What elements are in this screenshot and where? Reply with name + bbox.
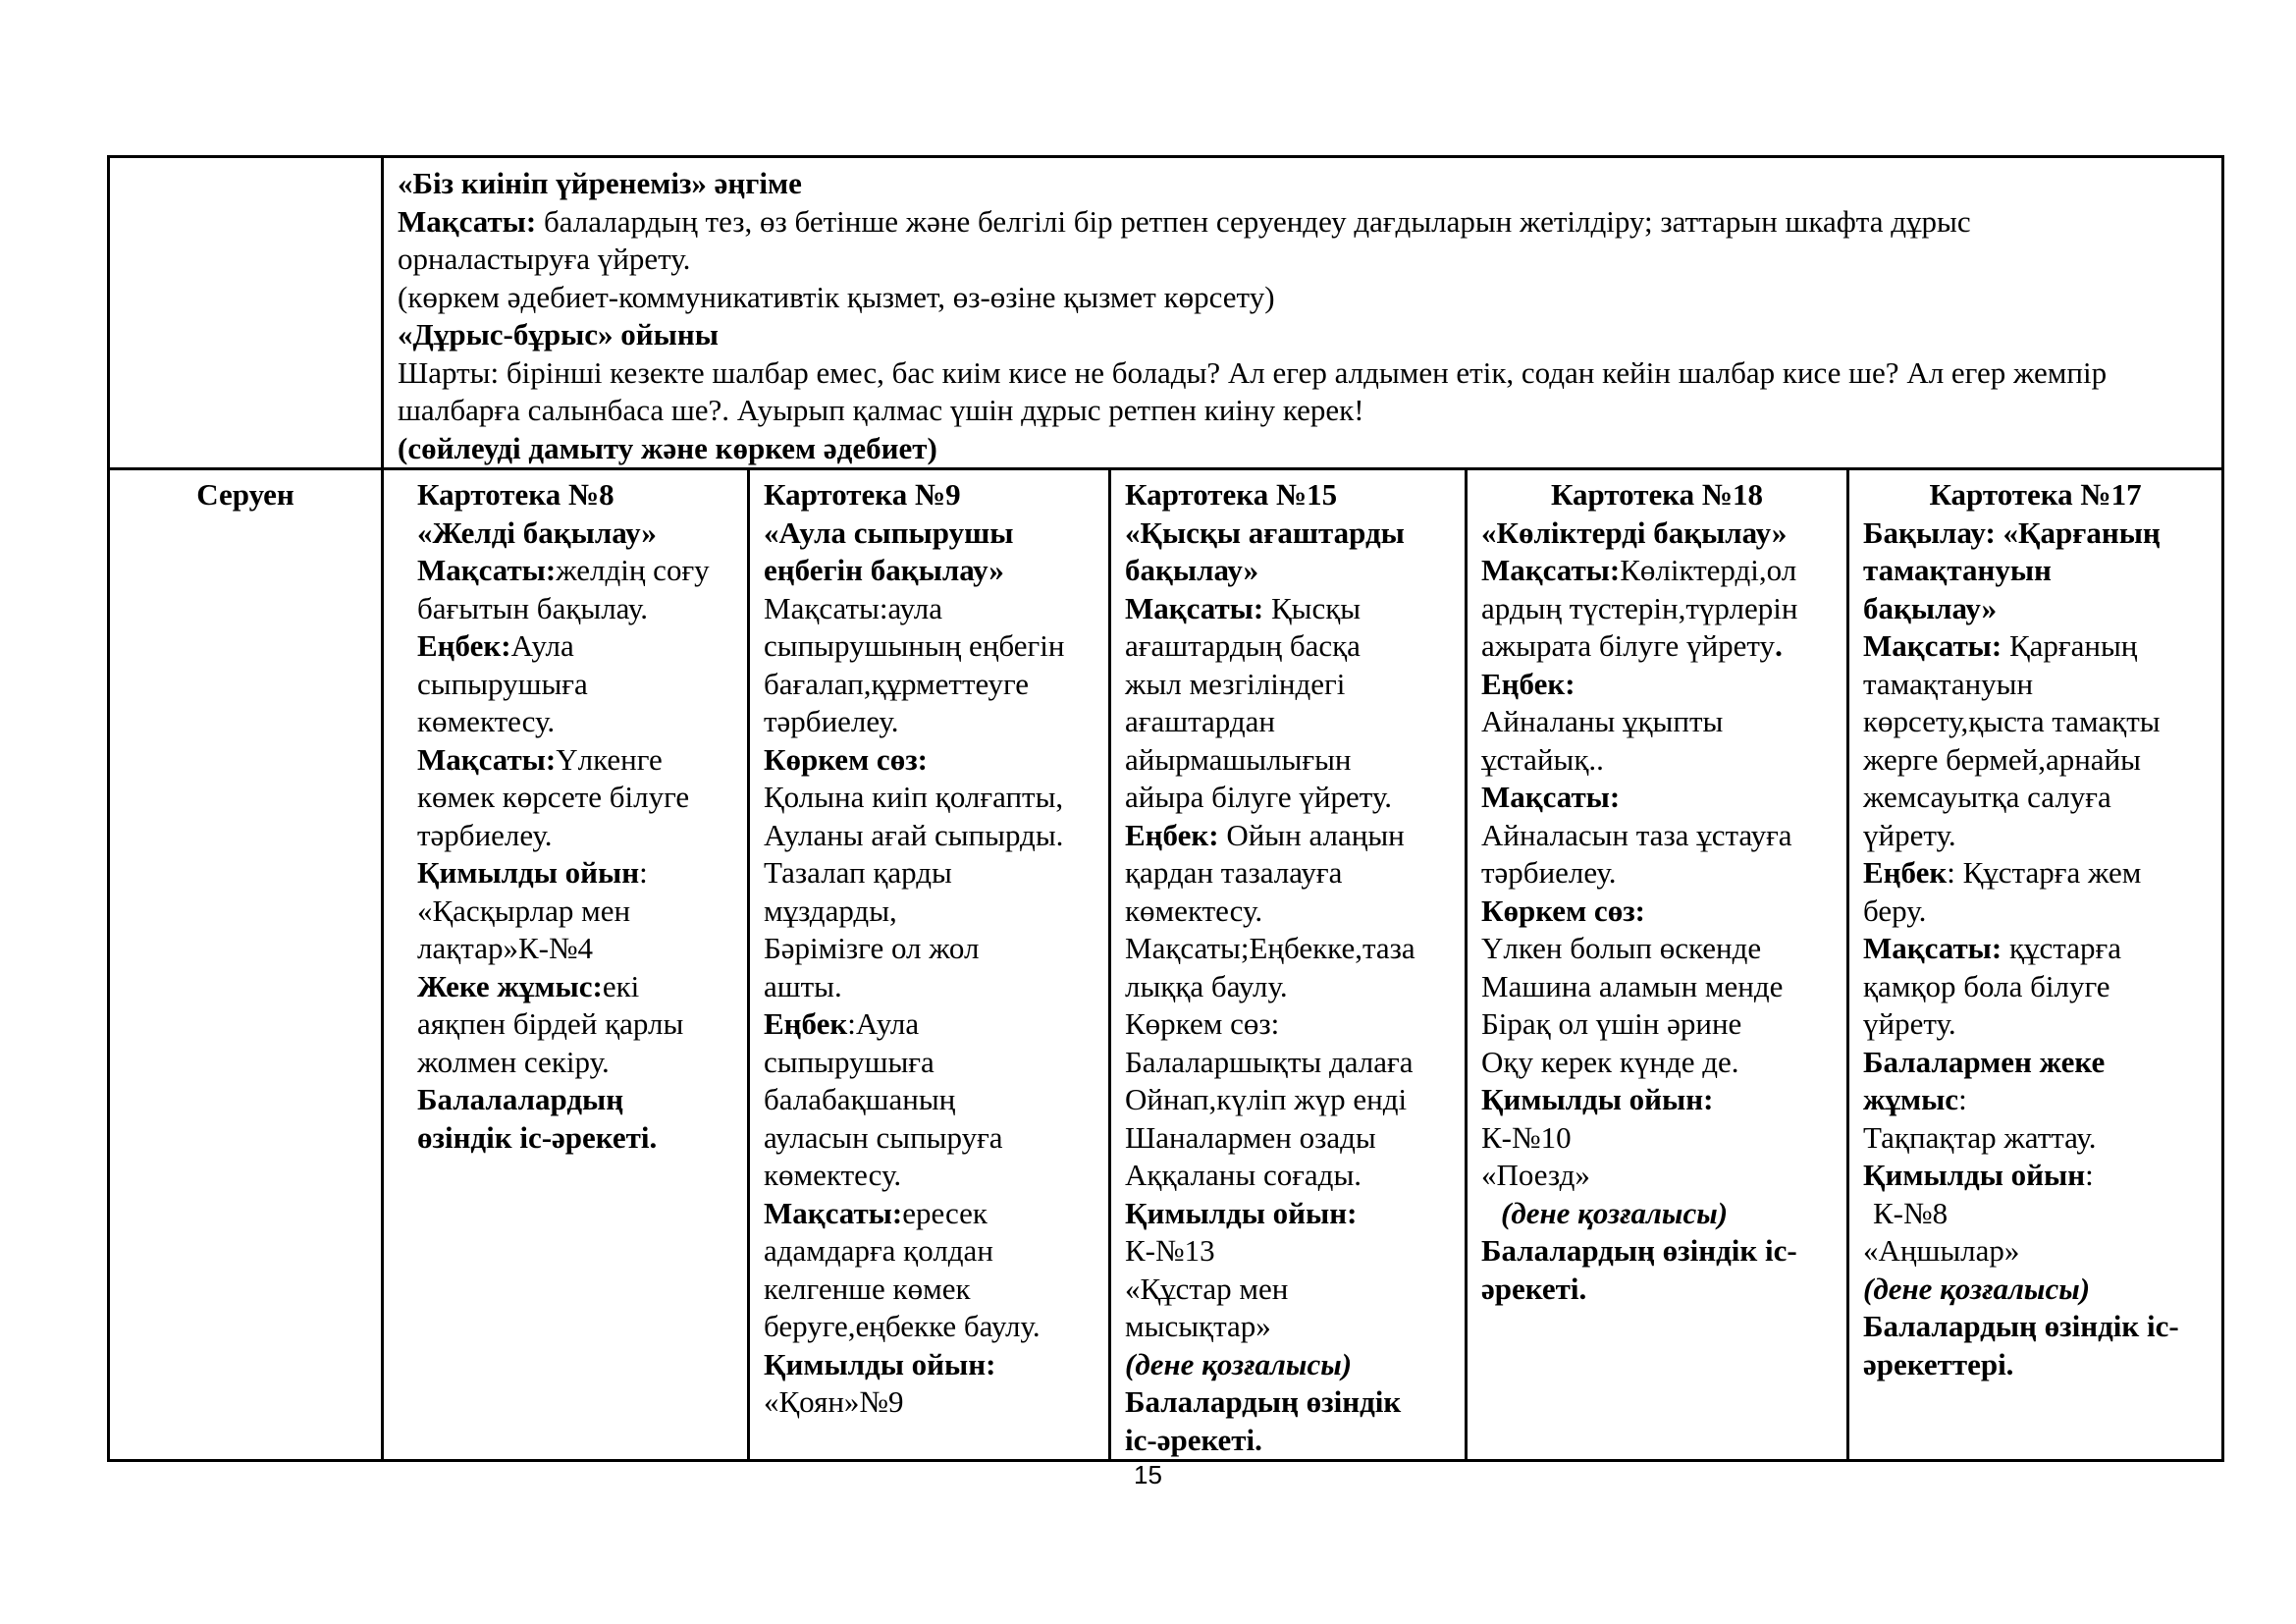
text-line: Мақсаты: Қарғаның (1863, 628, 2138, 663)
text-line: мұздарды, (764, 893, 897, 928)
text-line: бағытын бақылау. (417, 590, 649, 625)
text-line: ажырата білуге үйрету. (1481, 628, 1783, 663)
card-title: Картотека №8 (417, 477, 614, 512)
text-line: өзіндік іс-әрекеті. (417, 1119, 658, 1155)
text-line: жолмен секіру. (417, 1044, 610, 1079)
card-title: Картотека №9 (764, 477, 961, 512)
text-line: көмектесу. (1125, 893, 1263, 928)
text-line: Қимылды ойын: (1863, 1158, 2094, 1192)
table-row (109, 469, 2223, 1461)
text-line: «Поезд» (1481, 1158, 1590, 1192)
text-line: Шаналармен озады (1125, 1119, 1376, 1155)
text-line: жемсауытқа салуға (1863, 780, 2111, 814)
text-line: әрекеттері. (1863, 1346, 2014, 1381)
text-line: айыра білуге үйрету. (1125, 780, 1392, 814)
text-line: Балалармен жеке (1863, 1044, 2106, 1079)
text-line: лыққа баулу. (1125, 968, 1288, 1003)
game-title: «Дұрыс-бұрыс» ойыны (398, 317, 719, 352)
card-subtitle: тамақтануын (1863, 553, 2052, 587)
text-line: келгенше көмек (764, 1271, 971, 1306)
card-title: Картотека №18 (1550, 477, 1764, 512)
page-number: 15 (1134, 1460, 1162, 1489)
text-line: Балалардың өзіндік іс- (1481, 1233, 1797, 1268)
dressing-activity-cell (383, 157, 2223, 469)
text-line: көрсету,қыста тамақты (1863, 704, 2161, 738)
text-line: сыпырушыға (417, 666, 588, 701)
text-line: балабақшаның (764, 1082, 956, 1116)
walk-card-8-cell (383, 469, 749, 1461)
text-line: ұстайық.. (1481, 741, 1604, 777)
text-line: К-№10 (1481, 1119, 1572, 1155)
activity-goal-cont: орналастыруға үйрету. (398, 242, 691, 276)
text-line: беруге,еңбекке баулу. (764, 1309, 1041, 1343)
text-line: әрекеті. (1481, 1271, 1587, 1306)
card-subtitle: «Желді бақылау» (417, 514, 657, 550)
row-label-walk: Серуен (109, 469, 383, 1461)
walk-card-18-cell (1467, 469, 1848, 1461)
text-line: ашты. (764, 968, 842, 1003)
text-line: ағаштардың басқа (1125, 628, 1361, 663)
text-line: Қимылды ойын: (417, 855, 648, 890)
text-line: ауласын сыпыруға (764, 1119, 1003, 1155)
goal-text: балалардың тез, өз бетінше және белгілі бір ретпен серуендеу дағдыларын жетілдіру; заттарын шкафта дұрыс (536, 203, 1971, 239)
text-line: Тақпақтар жаттау. (1863, 1119, 2097, 1155)
text-line: Көркем сөз: (764, 741, 928, 777)
text-line: тамақтануын (1863, 666, 2034, 701)
text-line: Ауланы ағай сыпырды. (764, 817, 1064, 852)
text-line: тәрбиелеу. (417, 817, 553, 852)
text-line: Қимылды ойын: (764, 1346, 996, 1381)
text-line: үйрету. (1863, 817, 1956, 852)
card-subtitle: «Көліктерді бақылау» (1481, 514, 1788, 550)
text-line: К-№8 (1873, 1195, 1949, 1230)
card-title: Картотека №15 (1125, 477, 1338, 512)
activity-title: «Біз киініп үйренеміз» әңгіме (398, 166, 802, 200)
text-line: Бірақ ол үшін әрине (1481, 1006, 1742, 1041)
activity-goal (398, 203, 2208, 242)
text-line: көмектесу. (764, 1158, 902, 1192)
text-line: тәрбиелеу. (764, 704, 899, 738)
text-line: (дене қозғалысы) (1125, 1346, 1353, 1381)
text-line: Қимылды ойын: (1125, 1195, 1358, 1230)
text-line: мысықтар» (1125, 1309, 1271, 1343)
text-line: лақтар»К-№4 (417, 931, 594, 965)
text-line: Мақсаты:ересек (764, 1195, 988, 1230)
text-line: Көркем сөз: (1125, 1006, 1280, 1041)
text-line: ардың түстерін,түрлерін (1481, 590, 1798, 625)
text-line: Мақсаты:желдің соғу (417, 553, 710, 587)
text-line: жыл мезгіліндегі (1125, 666, 1346, 701)
text-line: Тазалап қарды (764, 855, 952, 890)
text-line: (дене қозғалысы) (1501, 1195, 1729, 1230)
text-line: Қимылды ойын: (1481, 1082, 1714, 1116)
text-line: Мақсаты:Үлкенге (417, 741, 663, 777)
text-line: Көркем сөз: (1481, 893, 1645, 928)
text-line: бағалап,құрметтеуге (764, 666, 1030, 701)
activity-note: (көркем әдебиет-коммуникативтік қызмет, өз-өзіне қызмет көрсету) (398, 279, 1275, 314)
text-line: көмектесу. (417, 704, 556, 738)
text-line: қамқор бола білуге (1863, 968, 2110, 1003)
text-line: «Қоян»№9 (764, 1384, 904, 1419)
text-line: Аққаланы соғады. (1125, 1158, 1362, 1192)
card-subtitle: бақылау» (1125, 553, 1259, 587)
text-line: Бәрімізге ол жол (764, 931, 980, 965)
text-line: сыпырушының еңбегін (764, 628, 1065, 663)
text-line: Жеке жұмыс:екі (417, 968, 640, 1003)
table-row (109, 157, 2223, 469)
text-line: Еңбек:Аула (764, 1006, 920, 1041)
text-line: жұмыс: (1863, 1082, 1967, 1116)
walk-card-17-cell (1848, 469, 2223, 1461)
game-rules-cont: шалбарға салынбаса ше?. Ауырып қалмас үшін дұрыс ретпен киіну керек! (398, 393, 1364, 427)
card-subtitle: Бақылау: «Қарғаның (1863, 514, 2161, 550)
text-line: сыпырушыға (764, 1044, 934, 1079)
text-line: Мақсаты: Қысқы (1125, 590, 1362, 625)
text-line: Балаларшықты далаға (1125, 1044, 1414, 1079)
text-line: Балалалардың (417, 1082, 624, 1116)
text-line: іс-әрекеті. (1125, 1422, 1262, 1457)
text-line: Еңбек: Құстарға жем (1863, 855, 2142, 890)
text-line: үйрету. (1863, 1006, 1956, 1041)
text-line: К-№13 (1125, 1233, 1215, 1268)
card-subtitle: «Аула сыпырушы (764, 514, 1014, 550)
text-line: жерге бермей,арнайы (1863, 741, 2141, 777)
text-line: қардан тазалауға (1125, 855, 1343, 890)
text-line: беру. (1863, 893, 1927, 928)
text-line: Мақсаты;Еңбекке,таза (1125, 931, 1415, 965)
empty-label-cell (109, 157, 383, 469)
text-line: Еңбек:Аула (417, 628, 574, 663)
text-line: айырмашылығын (1125, 741, 1352, 777)
text-line: Балалардың өзіндік (1125, 1384, 1402, 1419)
game-rules: Шарты: бірінші кезекте шалбар емес, бас киім кисе не болады? Ал егер алдымен етік, содан кейін шалбар кисе ше? Ал егер жемпір (398, 354, 2108, 390)
card-title: Картотека №17 (1929, 477, 2142, 512)
plan-table (107, 155, 2224, 1462)
card-subtitle: еңбегін бақылау» (764, 553, 1004, 587)
text-line: «Құстар мен (1125, 1271, 1289, 1306)
text-line: Қолына киіп қолғапты, (764, 780, 1064, 814)
card-subtitle: «Қысқы ағаштарды (1125, 514, 1405, 550)
text-line: ағаштардан (1125, 704, 1276, 738)
text-line: Мақсаты: құстарға (1863, 931, 2121, 965)
text-line: Айналаны ұқыпты (1481, 704, 1724, 738)
text-line: Еңбек: Ойын алаңын (1125, 817, 1405, 852)
text-line: Мақсаты:аула (764, 590, 943, 625)
goal-label: Мақсаты: (398, 203, 537, 239)
walk-card-9-cell (749, 469, 1110, 1461)
text-line: Балалардың өзіндік іс- (1863, 1309, 2179, 1343)
text-line: Мақсаты: (1481, 780, 1621, 814)
text-line: адамдарға қолдан (764, 1233, 993, 1268)
text-line: көмек көрсете білуге (417, 780, 690, 814)
text-line: Үлкен болып өскенде (1481, 931, 1762, 965)
text-line: (дене қозғалысы) (1863, 1271, 2091, 1306)
text-line: тәрбиелеу. (1481, 855, 1617, 890)
text-line: Ойнап,күліп жүр енді (1125, 1082, 1408, 1116)
text-line: Оқу керек күнде де. (1481, 1044, 1739, 1079)
game-note: (сөйлеуді дамыту және көркем әдебиет) (398, 430, 937, 465)
text-line: Машина аламын менде (1481, 968, 1784, 1003)
card-subtitle: бақылау» (1863, 590, 1998, 625)
text-line: Мақсаты:Көліктерді,ол (1481, 553, 1797, 587)
text-line: Еңбек: (1481, 666, 1575, 701)
text-line: Айналасын таза ұстауға (1481, 817, 1792, 852)
text-line: аяқпен бірдей қарлы (417, 1006, 684, 1041)
text-line: «Қасқырлар мен (417, 893, 631, 928)
text-line: «Аңшылар» (1863, 1233, 2020, 1268)
walk-card-15-cell (1110, 469, 1467, 1461)
